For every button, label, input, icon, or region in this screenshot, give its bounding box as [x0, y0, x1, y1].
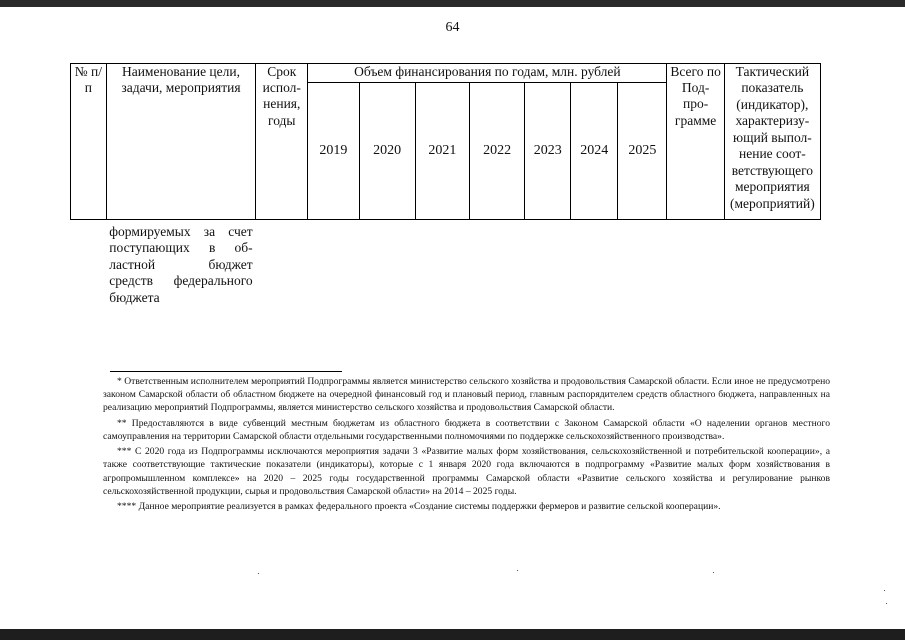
- footnote: **** Данное мероприятие реализуется в рамках федерального проекта «Создание системы поддержки фермеров и развитие сельской кооперации».: [117, 501, 721, 513]
- header-funding: Объем финансирования по годам, млн. рублей: [308, 64, 667, 83]
- footnote: * Ответственным исполнителем мероприятий Подпрограммы является министерство сельского хозяйства и продовольствия Самарской области. Если иное не предусмотрено законом Самарской области об областном бюджете на очередной финансовый год и плановый период, главным распорядителем средств областного бюджета, направленных на реализацию мероприятий Подпрограммы, является министерство сельского хозяйства и продовольствия Самарской области.: [103, 376, 830, 414]
- page-number: 64: [445, 20, 460, 35]
- header-year: 2024: [571, 83, 618, 220]
- cell-number: [71, 220, 107, 307]
- activity-name-line: средств федерального: [109, 273, 253, 289]
- header-indicator: Тактический показатель (индикатор), характеризу-ющий выпол-нение соот-ветствующего мероприятия (мероприятий): [724, 64, 820, 220]
- header-year: 2019: [308, 83, 359, 220]
- footnote: ** Предоставляются в виде субвенций местным бюджетам из областного бюджета в соответствии с Законом Самарской области «О наделении органов местного самоуправления на территории Самарской области отдельными государственными полномочиями по поддержке сельскохозяйственного производства».: [103, 417, 830, 442]
- header-year: 2025: [618, 83, 667, 220]
- header-name: Наименование цели, задачи, мероприятия: [106, 64, 255, 220]
- scan-speck: [713, 572, 714, 573]
- program-table: [70, 63, 821, 306]
- header-year: 2020: [359, 83, 415, 220]
- header-year: 2022: [469, 83, 524, 220]
- header-number: № п/п: [71, 64, 107, 220]
- scan-speck: [258, 573, 259, 574]
- scan-speck: [884, 590, 885, 591]
- header-year: 2023: [525, 83, 571, 220]
- footnote: *** С 2020 года из Подпрограммы исключаются мероприятия задачи 3 «Развитие малых форм хозяйствования, сельскохозяйственной и потребительской кооперации», а также соответствующие тактические показатели (индикаторы), которые с 1 января 2020 года включаются в подпрограмму «Развитие малых форм хозяйствования в агропромышленном комплексе» на 2020 – 2025 годы государственной программы Самарской области «Развитие сельского хозяйства и регулирование рынков сельскохозяйственной продукции, сырья и продовольствия Самарской области» на 2014 – 2025 годы.: [103, 446, 830, 497]
- activity-name-line: формируемых за счет: [109, 224, 253, 239]
- header-total: Всего по Под-про-грамме: [667, 64, 724, 220]
- activity-name-line: бюджета: [109, 289, 160, 305]
- header-term: Срок испол-нения, годы: [256, 64, 308, 220]
- table-row: [71, 220, 821, 307]
- activity-name-line: поступающих в об-: [109, 240, 253, 256]
- scan-speck: [886, 603, 887, 604]
- header-year: 2021: [415, 83, 469, 220]
- footnote-separator: [110, 371, 342, 372]
- scan-edge-bottom: [0, 629, 905, 640]
- activity-name-line: ластной бюджет: [109, 256, 253, 272]
- scan-edge-top: [0, 0, 905, 7]
- scan-speck: [517, 570, 518, 571]
- footnotes: [103, 375, 830, 515]
- cell-activity-name: [106, 220, 255, 307]
